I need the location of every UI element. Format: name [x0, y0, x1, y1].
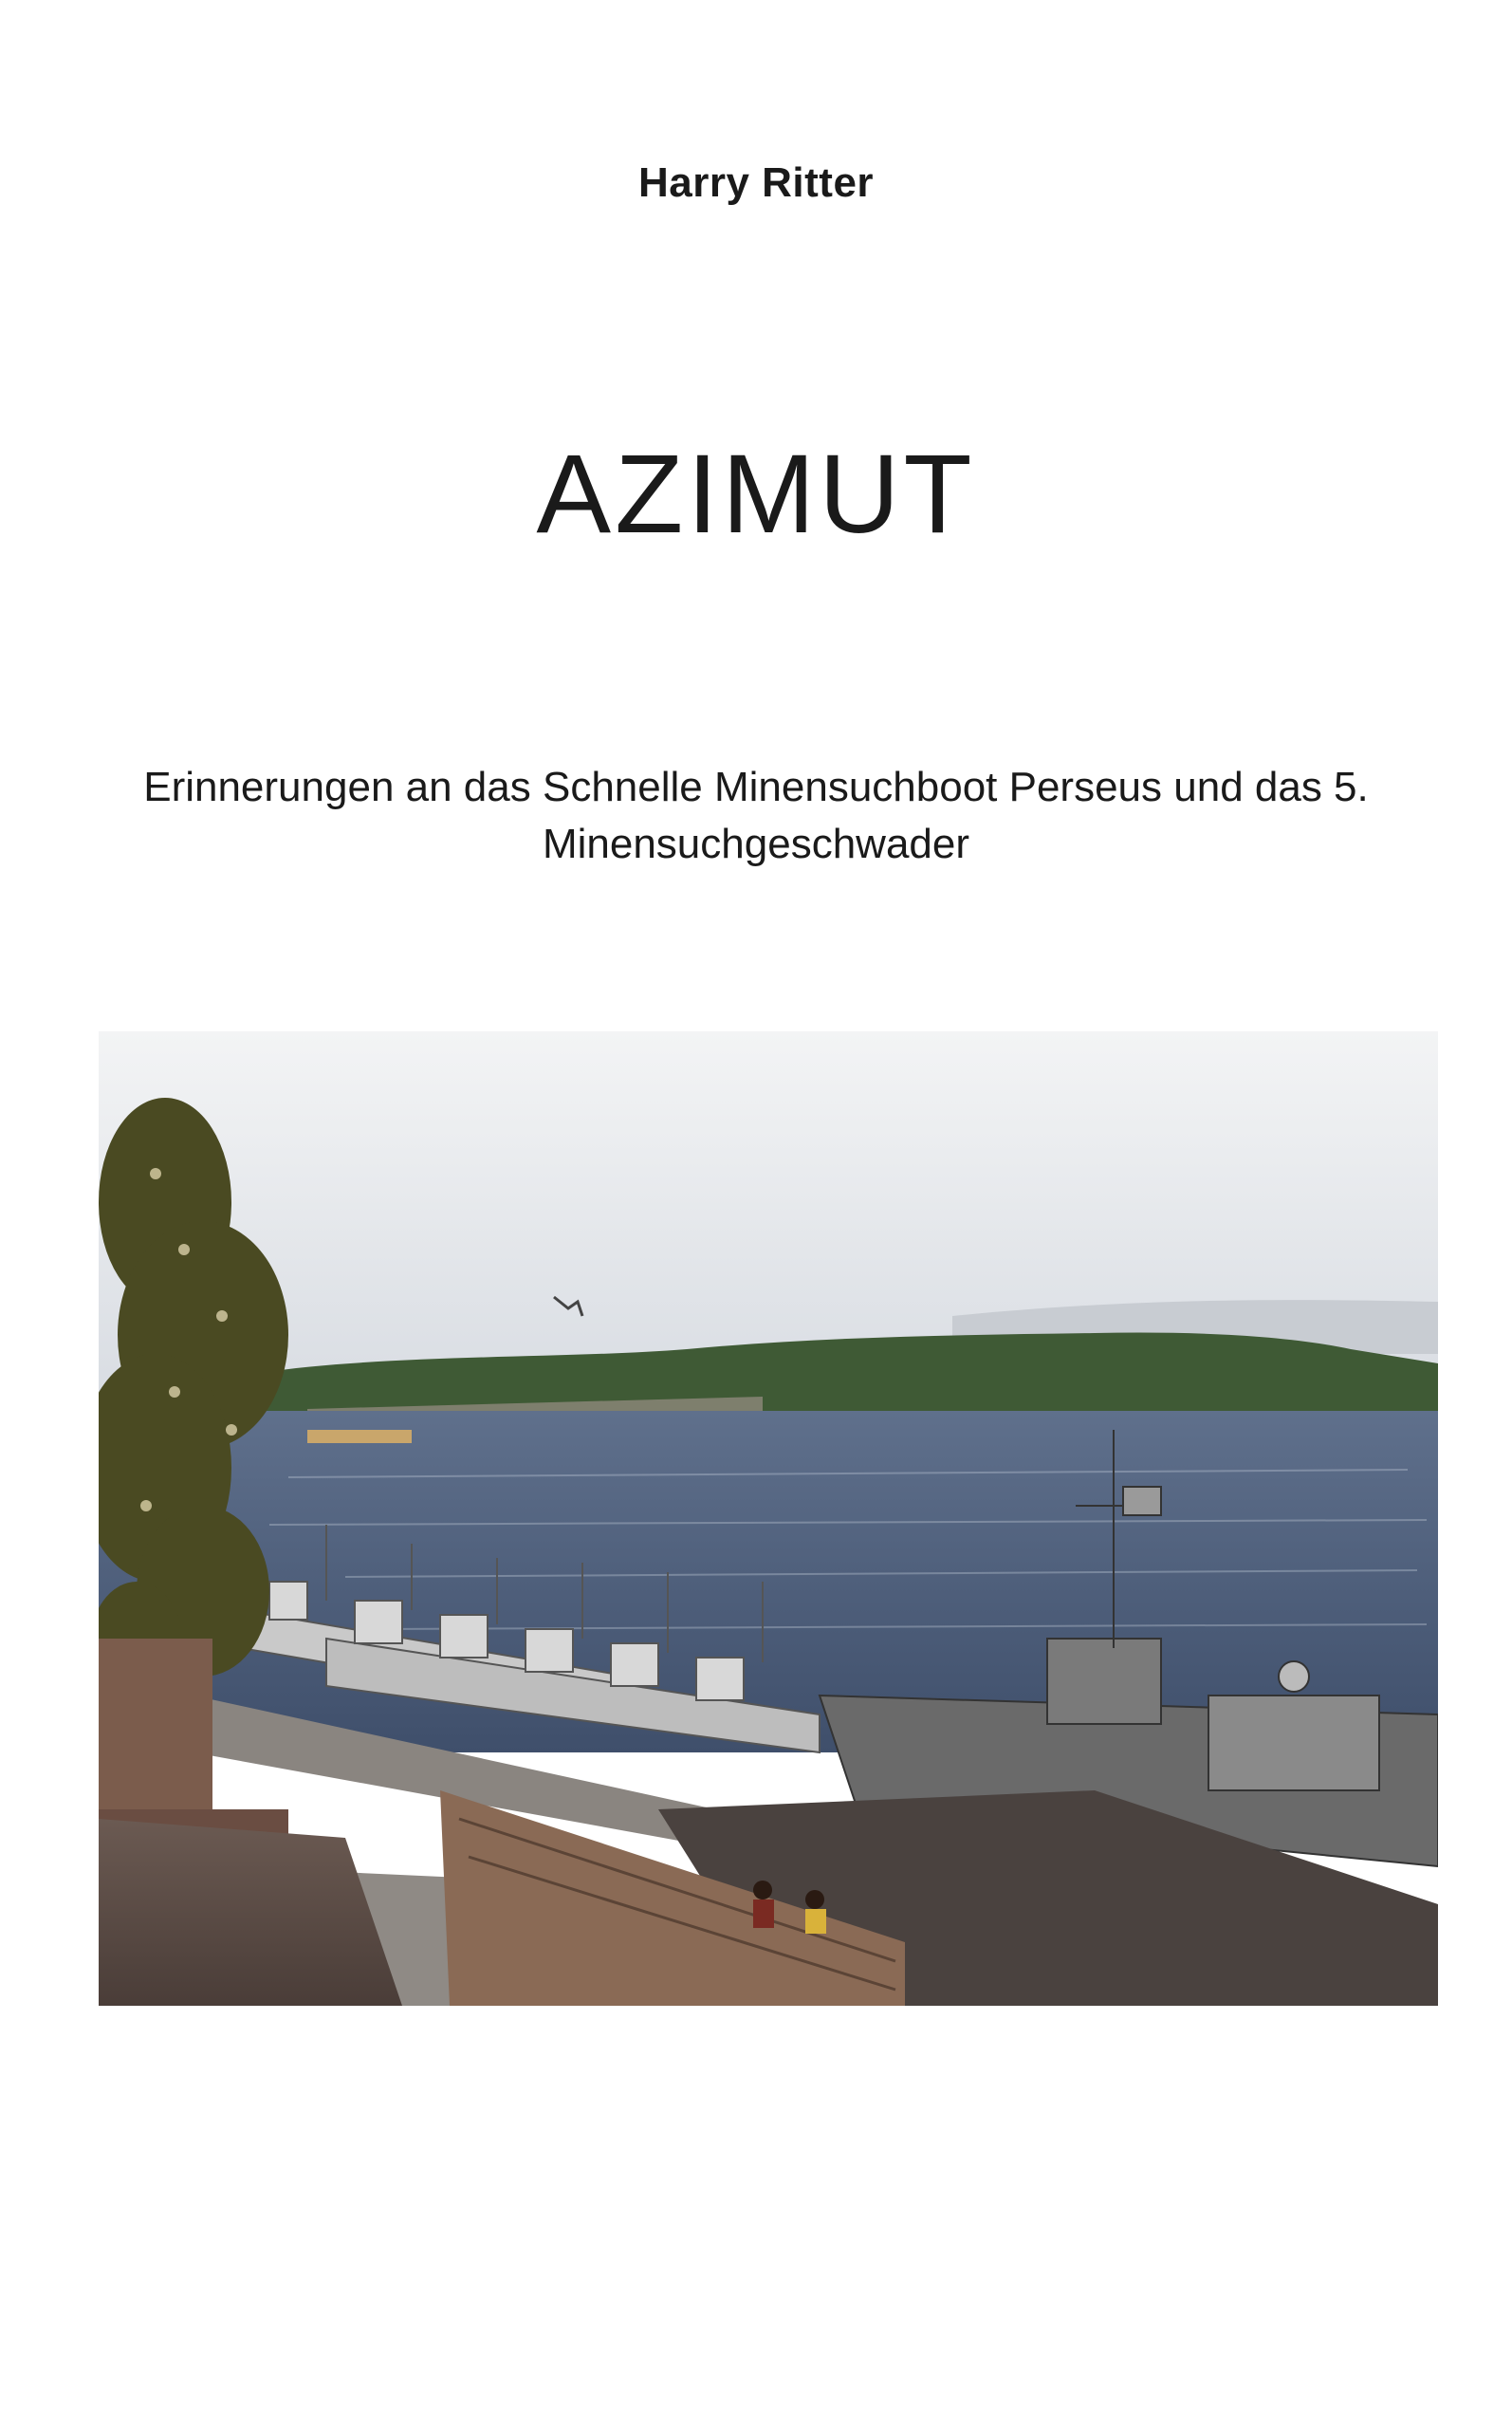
book-subtitle: [95, 759, 1417, 873]
distant-boat: [307, 1430, 412, 1443]
harbor-photo-illustration: [99, 1031, 1438, 2006]
subtitle-line-2: Minensuchgeschwader: [542, 821, 970, 867]
book-title: AZIMUT: [536, 432, 976, 557]
foreground-roof-left: [99, 1819, 402, 2006]
author-name: Harry Ritter: [637, 159, 875, 206]
cover-photo: [99, 1031, 1438, 2006]
subtitle-line-1: Erinnerungen an das Schnelle Minensuchboot Perseus und das 5.: [143, 764, 1369, 810]
